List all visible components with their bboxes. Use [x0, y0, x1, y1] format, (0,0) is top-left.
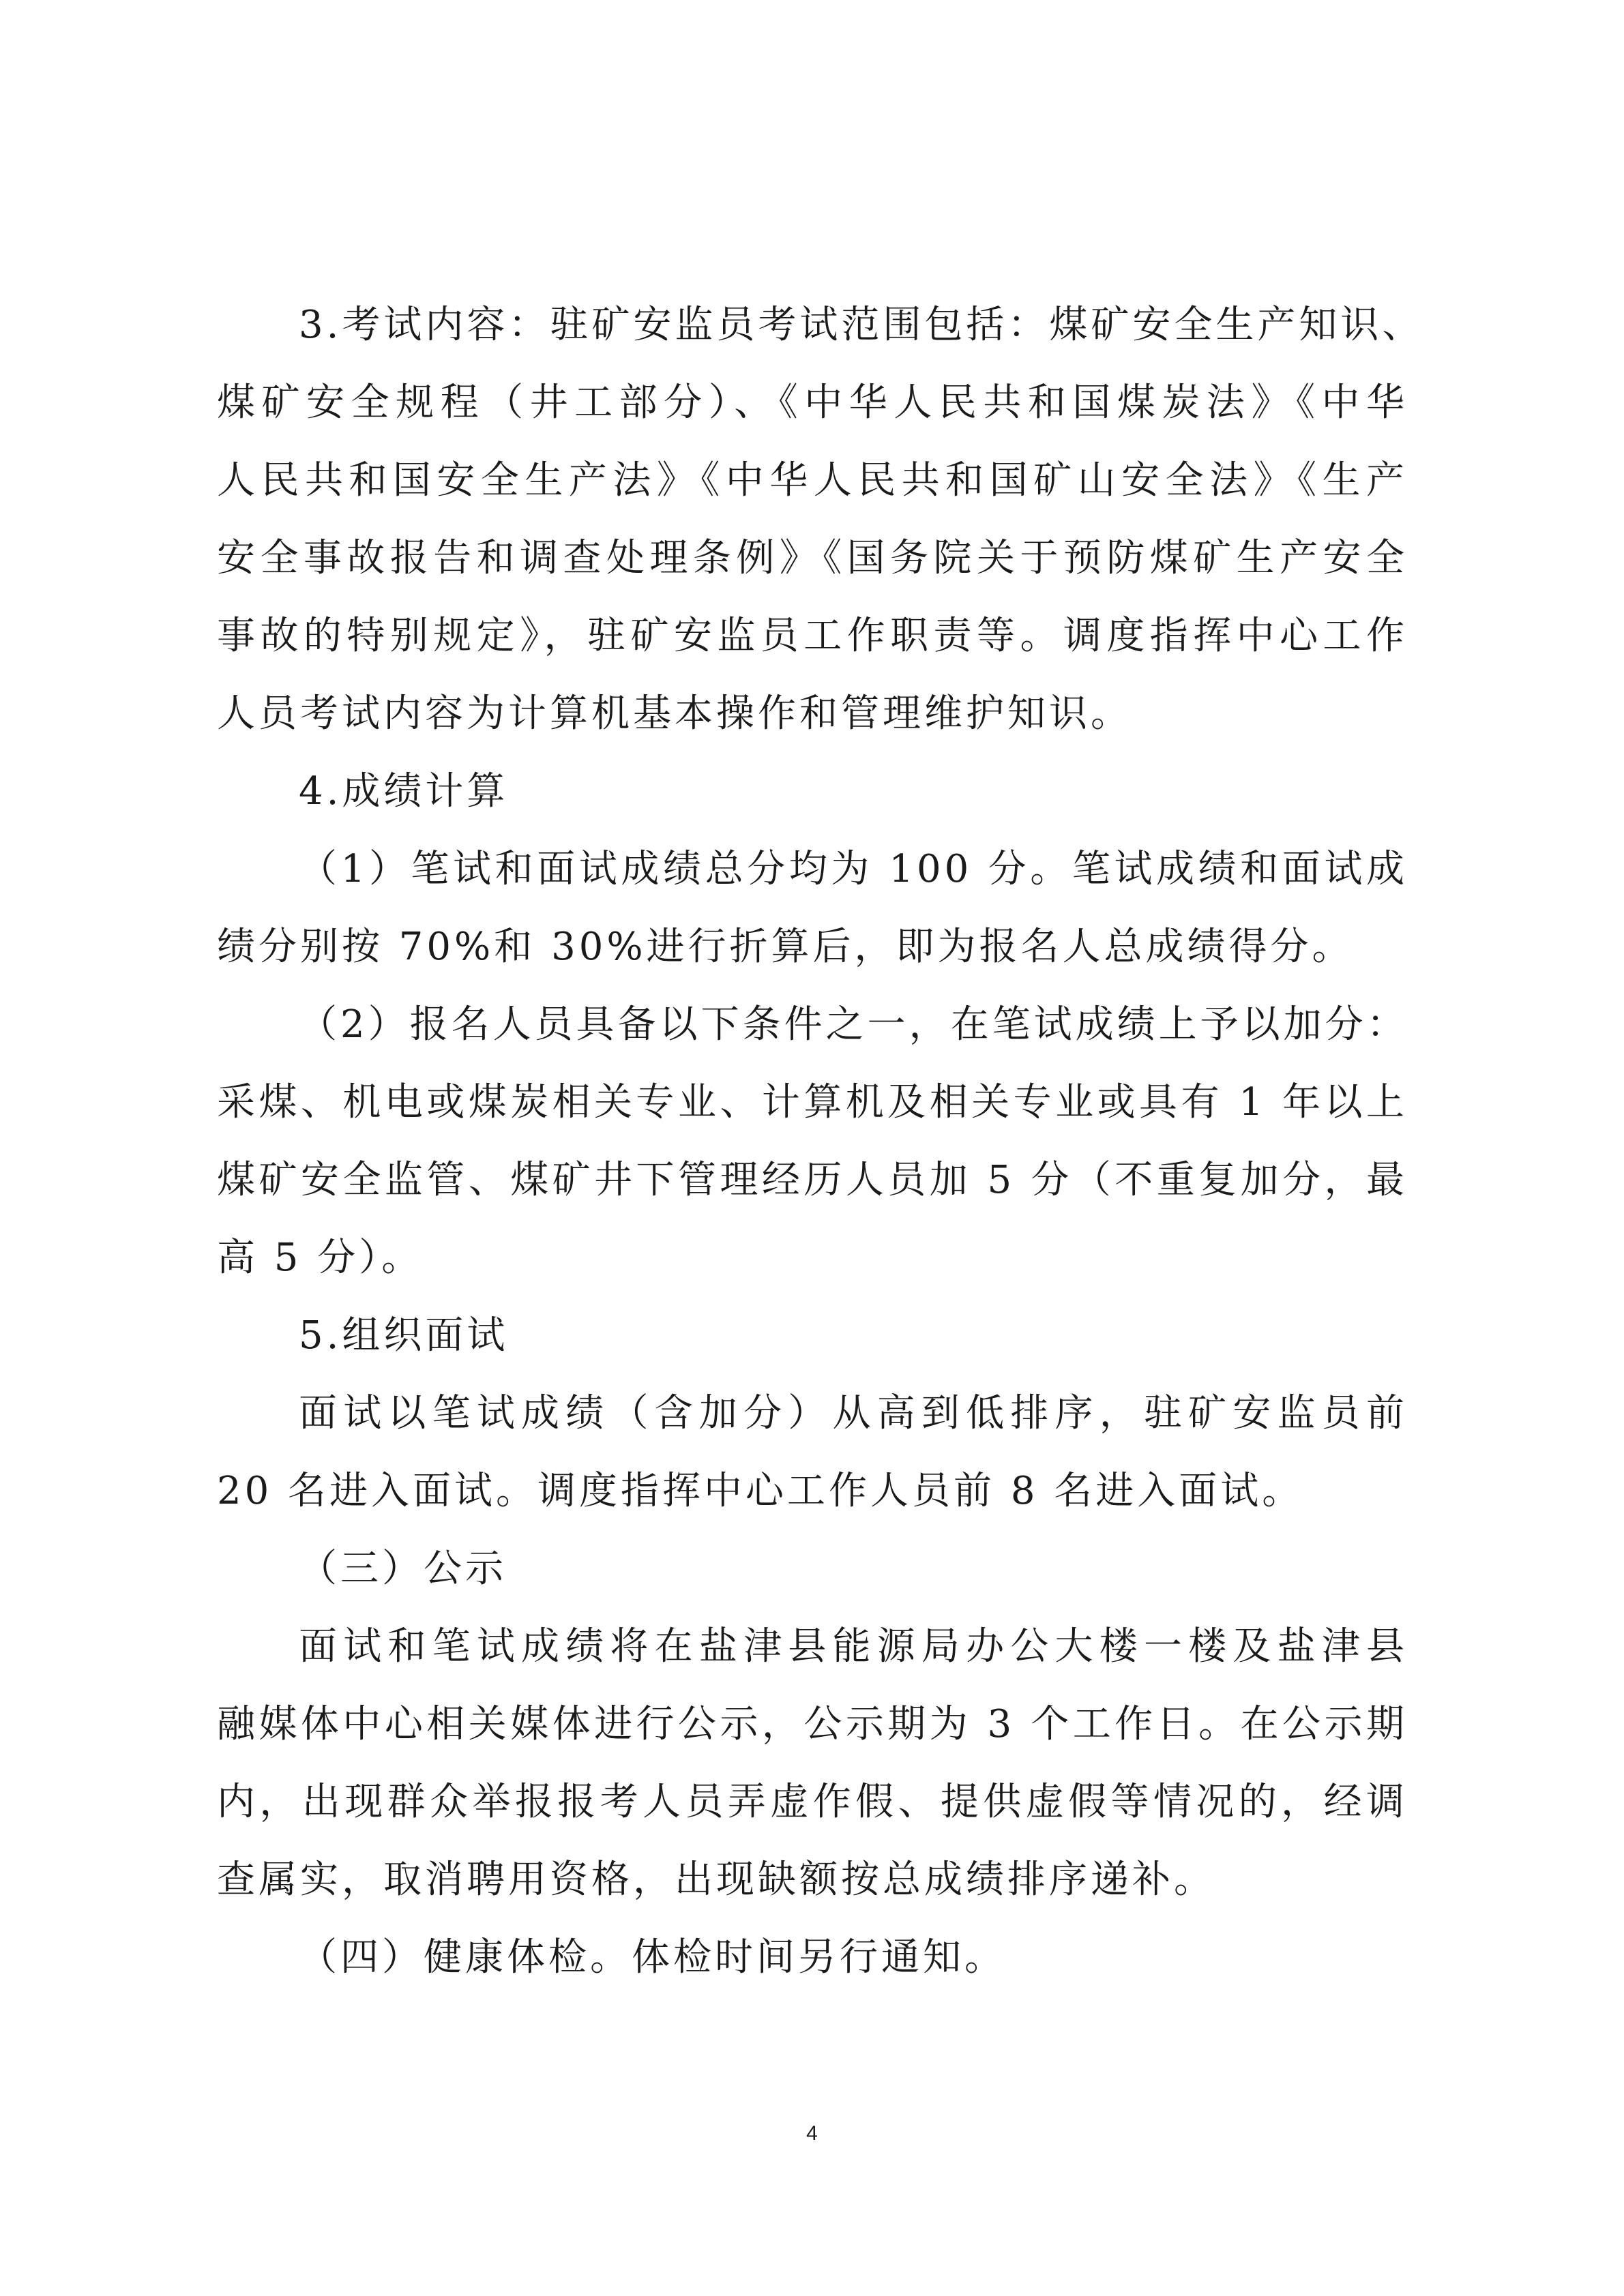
section-heading: 5.组织面试 — [299, 1313, 509, 1358]
paragraph-line: （1）笔试和面试成绩总分均为 100 分。笔试成绩和面试成 — [299, 847, 1408, 891]
paragraph-line: （2）报名人员具备以下条件之一，在笔试成绩上予以加分： — [299, 1002, 1408, 1047]
paragraph-line: 煤矿安全规程（井工部分）、《中华人民共和国煤炭法》《中华 — [217, 381, 1408, 425]
paragraph-line: 3.考试内容：驻矿安监员考试范围包括：煤矿安全生产知识、 — [299, 303, 1424, 347]
paragraph-line: 融媒体中心相关媒体进行公示，公示期为 3 个工作日。在公示期 — [217, 1702, 1408, 1746]
section-heading: （四）健康体检。体检时间另行通知。 — [299, 1935, 1006, 1980]
document-body — [217, 286, 1424, 1997]
paragraph-line: 查属实，取消聘用资格，出现缺额按总成绩排序递补。 — [217, 1858, 1215, 1902]
page-number: 4 — [806, 2122, 818, 2145]
paragraph-line: 事故的特别规定》，驻矿安监员工作职责等。调度指挥中心工作 — [217, 614, 1408, 658]
paragraph-line: 煤矿安全监管、煤矿井下管理经历人员加 5 分（不重复加分，最 — [217, 1158, 1408, 1202]
paragraph-line: 面试以笔试成绩（含加分）从高到低排序，驻矿安监员前 — [299, 1391, 1408, 1435]
paragraph-line: 采煤、机电或煤炭相关专业、计算机及相关专业或具有 1 年以上 — [217, 1080, 1408, 1124]
paragraph-line: 人员考试内容为计算机基本操作和管理维护知识。 — [217, 691, 1132, 736]
paragraph-line: 绩分别按 70%和 30%进行折算后，即为报名人总成绩得分。 — [217, 925, 1354, 969]
paragraph-line: 高 5 分）。 — [217, 1236, 424, 1280]
paragraph-line: 内，出现群众举报报考人员弄虚作假、提供虚假等情况的，经调 — [217, 1780, 1408, 1824]
paragraph-line: 20 名进入面试。调度指挥中心工作人员前 8 名进入面试。 — [217, 1469, 1304, 1513]
paragraph-line: 人民共和国安全生产法》《中华人民共和国矿山安全法》《生产 — [217, 458, 1408, 503]
section-heading: （三）公示 — [299, 1547, 507, 1591]
paragraph-line: 面试和笔试成绩将在盐津县能源局办公大楼一楼及盐津县 — [299, 1624, 1408, 1669]
paragraph-line: 安全事故报告和调查处理条例》《国务院关于预防煤矿生产安全 — [217, 536, 1408, 580]
section-heading: 4.成绩计算 — [299, 769, 509, 814]
